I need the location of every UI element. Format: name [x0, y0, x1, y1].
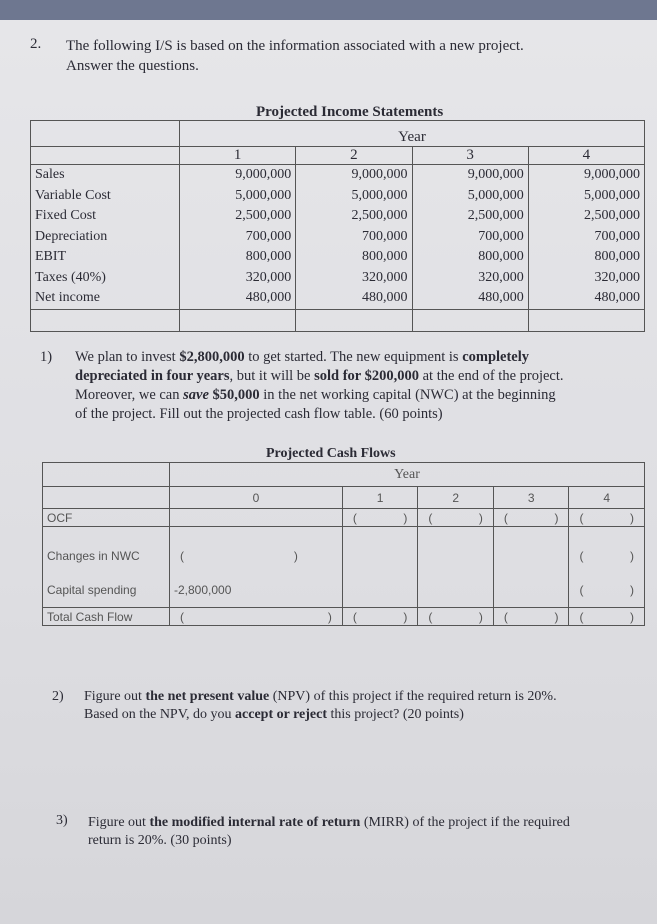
- p1-l2b: , but it will be: [229, 368, 315, 384]
- part2-text: [84, 688, 644, 724]
- is-year-label: Year: [180, 121, 645, 147]
- p1-invest: $2,800,000: [179, 349, 245, 365]
- p2-l2b: accept or reject: [235, 707, 328, 722]
- p3-l2: return is 20%. (30 points): [88, 833, 232, 848]
- income-statement-title: Projected Income Statements: [256, 104, 444, 120]
- cash-flow-title: Projected Cash Flows: [266, 446, 396, 461]
- p1-completely: completely: [462, 349, 530, 365]
- paren: (: [180, 549, 184, 563]
- paren: (: [352, 510, 357, 525]
- is-year-2: 2: [296, 147, 412, 165]
- cell: 320,000: [245, 269, 292, 285]
- cf-empty[interactable]: [170, 509, 343, 527]
- p3-l1c: (MIRR) of the project if the required: [360, 815, 570, 830]
- part3-text: [88, 814, 644, 850]
- paren: ): [630, 609, 634, 624]
- cf-year-2: 2: [418, 487, 494, 509]
- is-footer-cell: [31, 309, 180, 331]
- label-net-income: Net income: [35, 290, 100, 305]
- cf-year-label: Year: [170, 463, 645, 487]
- is-footer-cell: [528, 309, 644, 331]
- paren: ): [630, 549, 634, 563]
- label-depreciation: Depreciation: [35, 228, 108, 244]
- cf-row-capital: Capital spending: [47, 583, 137, 597]
- cell: 2,500,000: [235, 208, 292, 223]
- paren: ): [630, 510, 634, 525]
- p1-t2: to get started. The new equipment is: [244, 349, 463, 365]
- p3-l1b: the modified internal rate of return: [149, 815, 361, 830]
- cell: 800,000: [245, 249, 292, 264]
- paren: (: [579, 583, 584, 597]
- cell: 320,000: [362, 269, 408, 285]
- p1-l3a: Moreover, we can: [75, 387, 184, 403]
- p3-l1a: Figure out: [88, 815, 150, 830]
- is-col-year-1: [180, 165, 296, 310]
- paren: (: [503, 510, 508, 525]
- cash-flow-table: [42, 462, 645, 626]
- part3-number: 3): [56, 813, 68, 828]
- cell: 800,000: [362, 249, 408, 264]
- intro-line-1: The following I/S is based on the information associated with a new project.: [66, 38, 524, 54]
- top-bar: [0, 0, 657, 20]
- is-col-year-4: [528, 165, 644, 310]
- cf-empty[interactable]: [493, 527, 569, 608]
- cf-row-nwc: Changes in NWC: [47, 549, 140, 563]
- p2-l2c: this project? (20 points): [327, 707, 464, 722]
- p1-l4: of the project. Fill out the projected cash flow table. (60 points): [75, 406, 443, 422]
- is-year-4: 4: [528, 147, 644, 165]
- is-year-1: 1: [180, 147, 296, 165]
- label-fixed-cost: Fixed Cost: [35, 208, 97, 223]
- part1-number: 1): [40, 349, 53, 365]
- label-taxes: Taxes (40%): [35, 269, 106, 285]
- paren: (: [579, 609, 584, 624]
- cf-col-0[interactable]: [170, 527, 343, 608]
- cell: 320,000: [594, 269, 640, 285]
- p1-t1: We plan to invest: [75, 349, 180, 365]
- cell: 700,000: [478, 228, 524, 244]
- cf-row-ocf: OCF: [43, 509, 170, 527]
- cell: 2,500,000: [351, 208, 408, 223]
- p1-l3b: $50,000: [208, 387, 260, 403]
- cell: 9,000,000: [584, 167, 640, 182]
- p2-l1c: (NPV) of this project if the required return is 20%.: [269, 689, 557, 704]
- paren: (: [579, 510, 584, 525]
- paren: ): [478, 609, 483, 624]
- label-sales: Sales: [35, 167, 65, 182]
- cf-blank: [43, 463, 170, 487]
- cf-empty[interactable]: [418, 527, 494, 608]
- cell: 5,000,000: [351, 187, 408, 203]
- cf-total-2[interactable]: [418, 608, 494, 626]
- cf-input-ocf-4[interactable]: [569, 509, 645, 527]
- paren: (: [428, 609, 433, 624]
- paren: ): [554, 609, 559, 624]
- p1-l2d: at the end of the project.: [418, 368, 564, 384]
- cell: 5,000,000: [467, 187, 524, 203]
- cf-blank: [43, 487, 170, 509]
- cf-col-4[interactable]: [569, 527, 645, 608]
- cell: 9,000,000: [351, 167, 408, 182]
- cf-input-ocf-2[interactable]: [418, 509, 494, 527]
- cell: 5,000,000: [584, 187, 640, 203]
- cell: 480,000: [594, 290, 640, 305]
- cf-capital-0: -2,800,000: [174, 583, 232, 597]
- cell: 480,000: [362, 290, 408, 305]
- cf-total-0[interactable]: [170, 608, 343, 626]
- paren: (: [428, 510, 433, 525]
- cf-empty[interactable]: [342, 527, 418, 608]
- paren: ): [554, 510, 559, 525]
- part1-text: [75, 348, 647, 424]
- cf-total-1[interactable]: [342, 608, 418, 626]
- is-blank-corner: [31, 121, 180, 147]
- paren: ): [630, 583, 634, 597]
- cf-year-1: 1: [342, 487, 418, 509]
- cf-year-4: 4: [569, 487, 645, 509]
- is-col-year-2: [296, 165, 412, 310]
- part2-number: 2): [52, 689, 64, 704]
- cell: 2,500,000: [467, 208, 524, 223]
- cell: 320,000: [478, 269, 524, 285]
- cf-year-0: 0: [170, 487, 343, 509]
- cell: 9,000,000: [235, 167, 292, 182]
- is-footer-cell: [412, 309, 528, 331]
- cf-row-total: Total Cash Flow: [43, 608, 170, 626]
- cf-year-3: 3: [493, 487, 569, 509]
- cell: 480,000: [245, 290, 292, 305]
- is-row-labels: [31, 165, 180, 310]
- cell: 5,000,000: [235, 187, 292, 203]
- p1-l2a: depreciated in four years: [75, 368, 230, 384]
- cf-labels: [43, 527, 170, 608]
- paren: ): [403, 510, 408, 525]
- p1-save: save: [183, 387, 209, 403]
- label-variable-cost: Variable Cost: [35, 187, 111, 203]
- is-blank-cell: [31, 147, 180, 165]
- label-ebit: EBIT: [35, 249, 67, 264]
- is-col-year-3: [412, 165, 528, 310]
- paren: (: [579, 549, 584, 563]
- paren: ): [403, 609, 408, 624]
- p2-l1b: the net present value: [145, 689, 270, 704]
- paren: (: [503, 609, 508, 624]
- p2-l1a: Figure out: [84, 689, 146, 704]
- cell: 2,500,000: [584, 208, 640, 223]
- cell: 9,000,000: [467, 167, 524, 182]
- p1-l3c: in the net working capital (NWC) at the beginning: [259, 387, 556, 403]
- is-footer-cell: [180, 309, 296, 331]
- paren: ): [293, 549, 298, 563]
- cell: 700,000: [362, 228, 408, 244]
- question-intro: [66, 36, 524, 76]
- cell: 700,000: [594, 228, 640, 244]
- cf-total-3[interactable]: [493, 608, 569, 626]
- cell: 800,000: [478, 249, 524, 264]
- cell: 480,000: [478, 290, 524, 305]
- cf-total-4[interactable]: [569, 608, 645, 626]
- cf-input-ocf-1[interactable]: [342, 509, 418, 527]
- paren: ): [327, 609, 332, 624]
- cf-input-ocf-3[interactable]: [493, 509, 569, 527]
- cell: 800,000: [594, 249, 640, 264]
- income-statement-table: [30, 120, 645, 332]
- p1-l2c: sold for $200,000: [314, 368, 419, 384]
- is-year-3: 3: [412, 147, 528, 165]
- p2-l2a: Based on the NPV, do you: [84, 707, 236, 722]
- cell: 700,000: [245, 228, 292, 244]
- paren: (: [180, 609, 184, 624]
- question-number: 2.: [30, 36, 42, 52]
- is-footer-cell: [296, 309, 412, 331]
- paren: ): [478, 510, 483, 525]
- paren: (: [352, 609, 357, 624]
- intro-line-2: Answer the questions.: [66, 58, 199, 74]
